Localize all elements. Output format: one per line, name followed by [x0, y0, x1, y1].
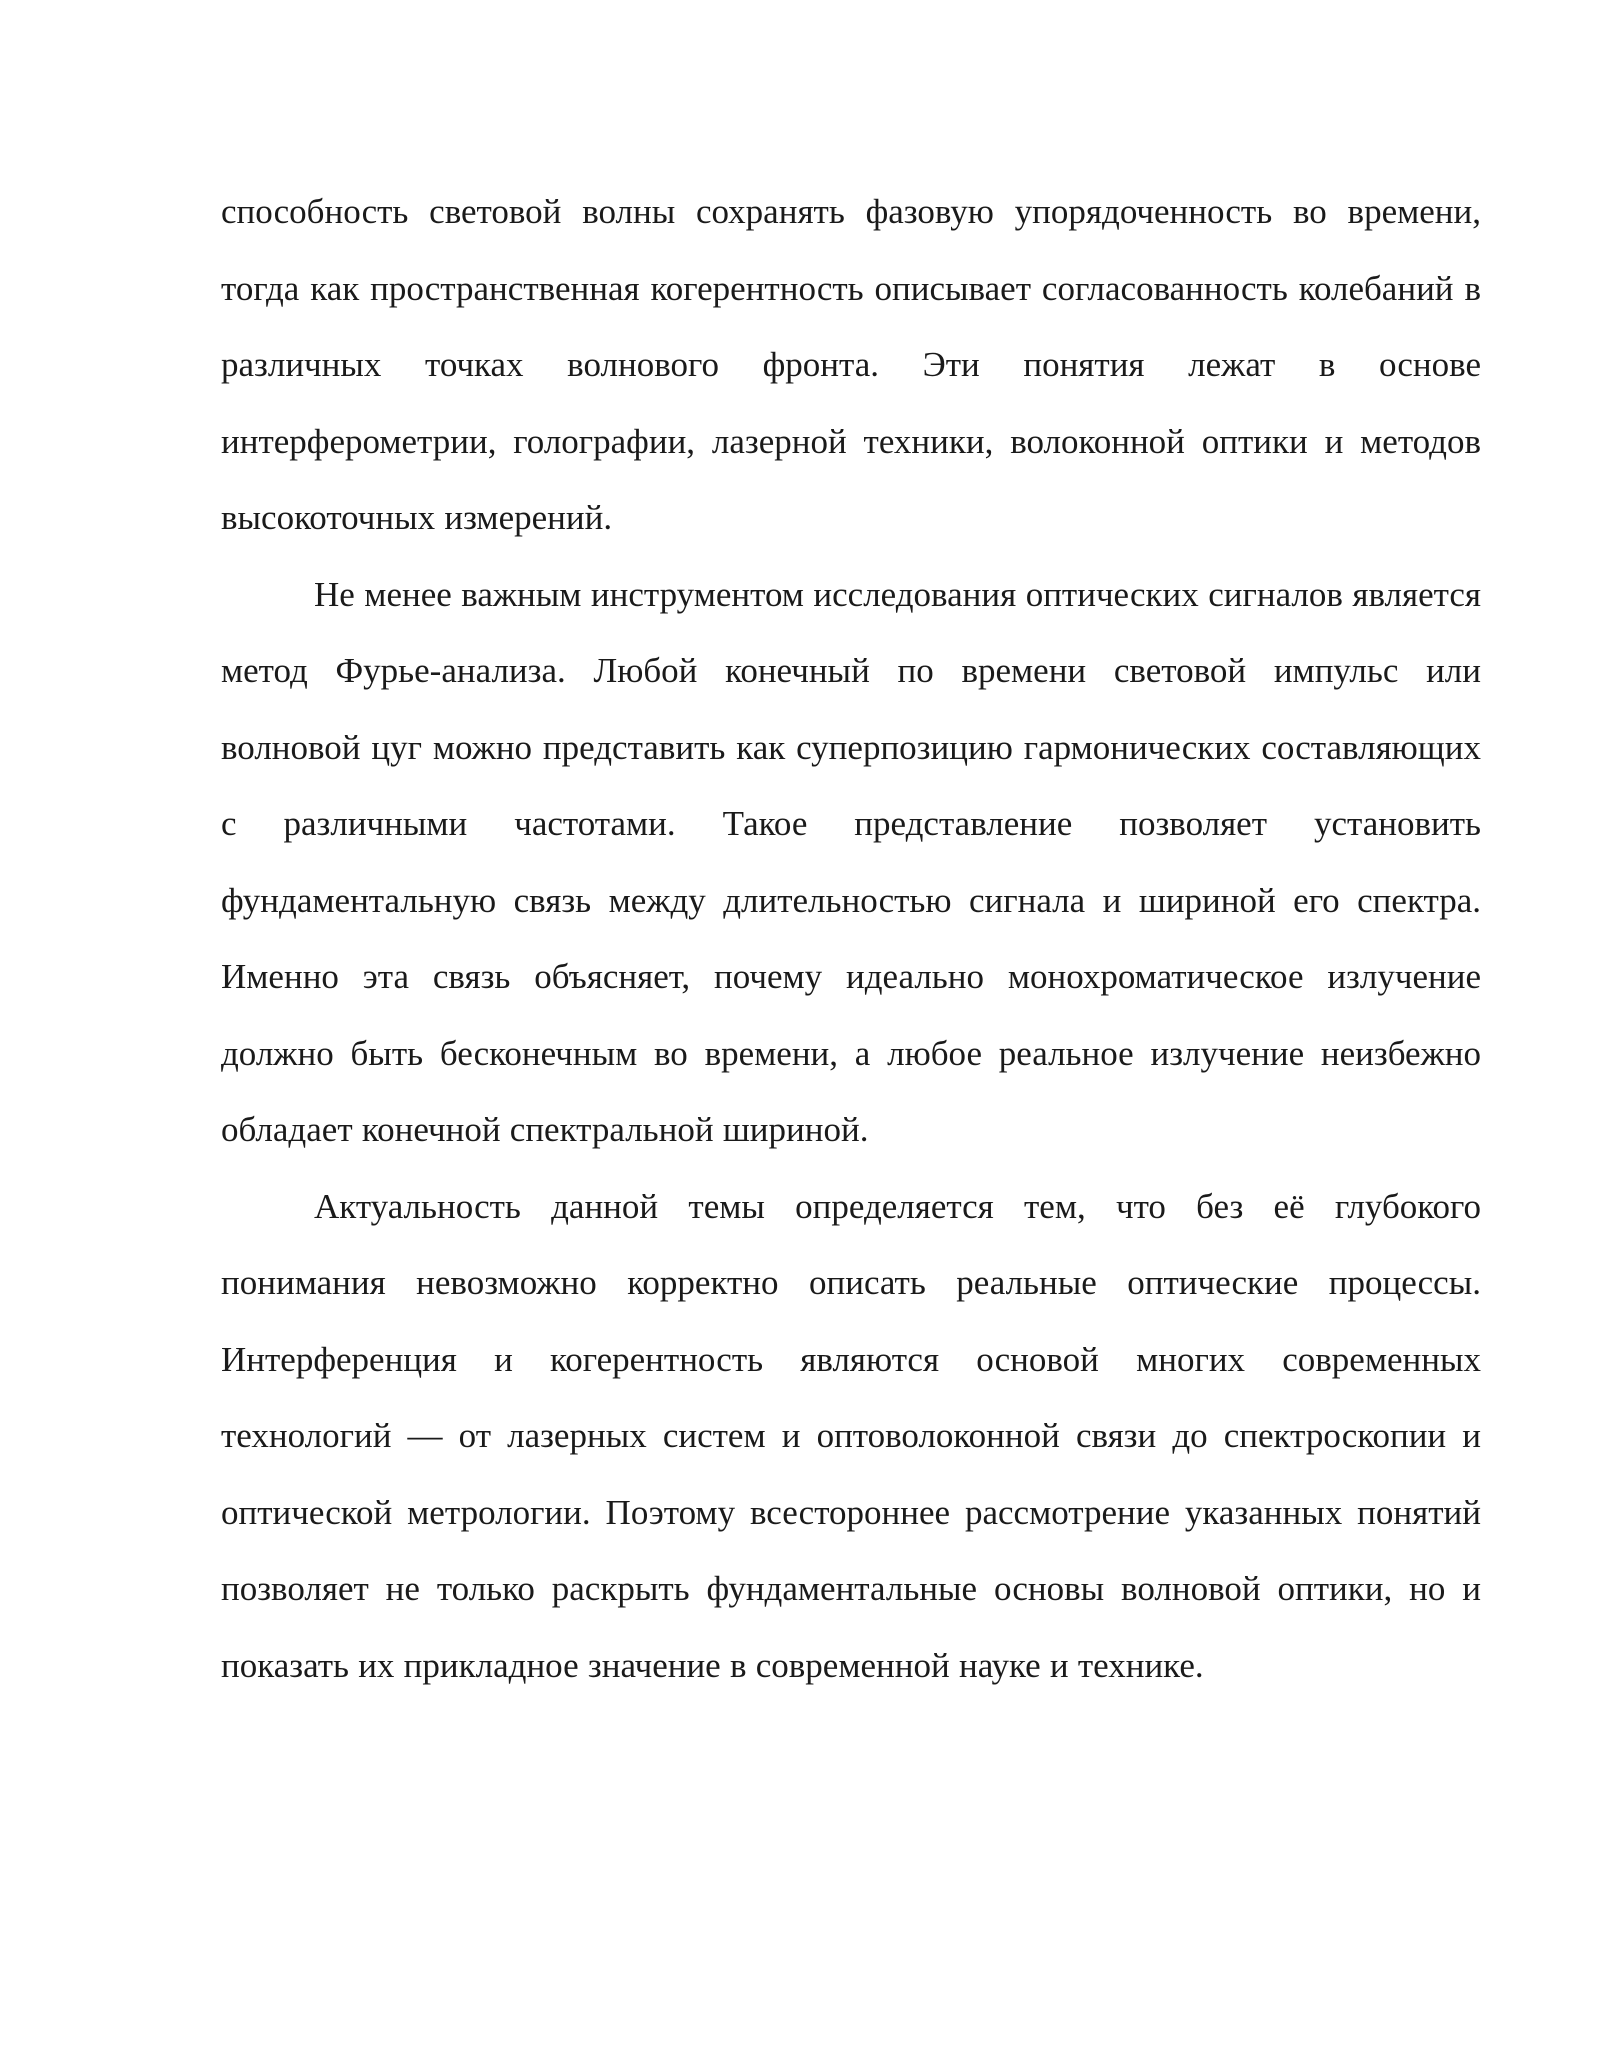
paragraph-relevance: Актуальность данной темы определяется тем, что без её глубокого понимания невозможно корректно описать реальные оптические процессы. Интерференция и когерентность являются основой многих современных технологий — от лазерных систем и оптоволоконной связи до спектроскопии и оптической метрологии. Поэтому всестороннее рассмотрение указанных понятий позволяет не только раскрыть фундаментальные основы волновой оптики, но и показать их прикладное значение в современной науке и технике.: [221, 1186, 1481, 1685]
paragraph-fourier-analysis: Не менее важным инструментом исследования оптических сигналов является метод Фурье-анализа. Любой конечный по времени световой импульс или волновой цуг можно представить как суперпозицию гармонических составляющих с различными частотами. Такое представление позволяет установить фундаментальную связь между длительностью сигнала и шириной его спектра. Именно эта связь объясняет, почему идеально монохроматическое излучение должно быть бесконечным во времени, а любое реальное излучение неизбежно обладает конечной спектральной шириной.: [221, 574, 1481, 1149]
paragraph-continuation: способность световой волны сохранять фазовую упорядоченность во времени, тогда как пространственная когерентность описывает согласованность колебаний в различных точках волнового фронта. Эти понятия лежат в основе интерферометрии, голографии, лазерной техники, волоконной оптики и методов высокоточных измерений.: [221, 192, 1481, 537]
document-body: [221, 174, 1481, 1704]
